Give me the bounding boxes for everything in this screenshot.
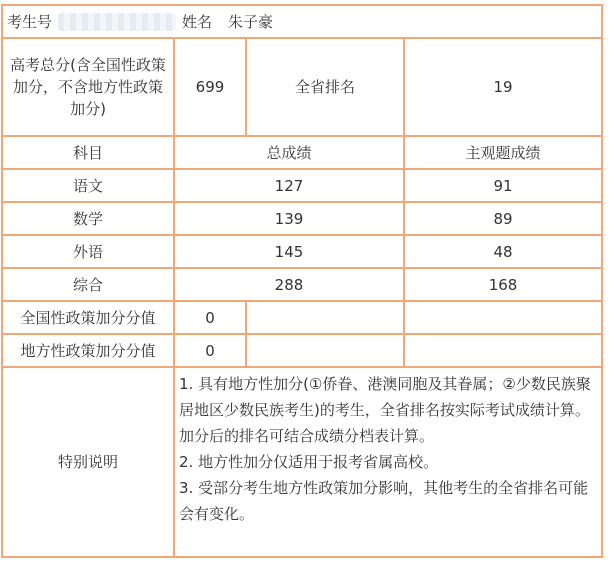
subject-subjective: 91 [404,169,602,202]
subject-row [2,169,602,202]
subject-total: 145 [174,235,404,268]
redacted-exam-number [58,13,176,31]
subject-row [2,202,602,235]
subject-row [2,268,602,301]
subject-header: 科目 [2,136,174,169]
total-score-label: 高考总分(含全国性政策加分，不含地方性政策加分) [2,38,174,136]
bonus-label: 全国性政策加分分值 [2,301,174,334]
rank-label: 全省排名 [246,38,404,136]
subject-total: 139 [174,202,404,235]
bonus-value: 0 [174,334,246,367]
subject-row [2,235,602,268]
subject-subjective: 89 [404,202,602,235]
rank-value: 19 [404,38,602,136]
subject-total: 127 [174,169,404,202]
subject-total: 288 [174,268,404,301]
note-item: 2. 地方性加分仅适用于报考省属高校。 [179,453,439,471]
total-score-value: 699 [174,38,246,136]
subject-subjective: 48 [404,235,602,268]
header-row [2,5,602,38]
bonus-value: 0 [174,301,246,334]
header-cell [2,5,602,38]
subject-name: 综合 [2,268,174,301]
score-table [1,4,603,558]
name-value: 朱子豪 [228,12,274,31]
notes-label: 特别说明 [2,367,174,557]
subjective-header: 主观题成绩 [404,136,602,169]
notes-row [2,367,602,557]
empty-cell [404,334,602,367]
name-label: 姓名 [182,12,213,31]
empty-cell [246,334,404,367]
bonus-label: 地方性政策加分分值 [2,334,174,367]
column-header-row [2,136,602,169]
bonus-row [2,301,602,334]
empty-cell [404,301,602,334]
subject-name: 外语 [2,235,174,268]
empty-cell [246,301,404,334]
subject-name: 数学 [2,202,174,235]
exam-number-label: 考生号 [7,12,53,31]
bonus-row [2,334,602,367]
subject-subjective: 168 [404,268,602,301]
total-header: 总成绩 [174,136,404,169]
subject-name: 语文 [2,169,174,202]
note-item: 3. 受部分考生地方性政策加分影响，其他考生的全省排名可能会有变化。 [179,479,589,523]
notes-content [174,367,602,557]
note-item: 1. 具有地方性加分(①侨眷、港澳同胞及其眷属；②少数民族聚居地区少数民族考生)的考生，全省排名按实际考试成绩计算。加分后的排名可结合成绩分档表计算。 [179,375,591,445]
total-row [2,38,602,136]
